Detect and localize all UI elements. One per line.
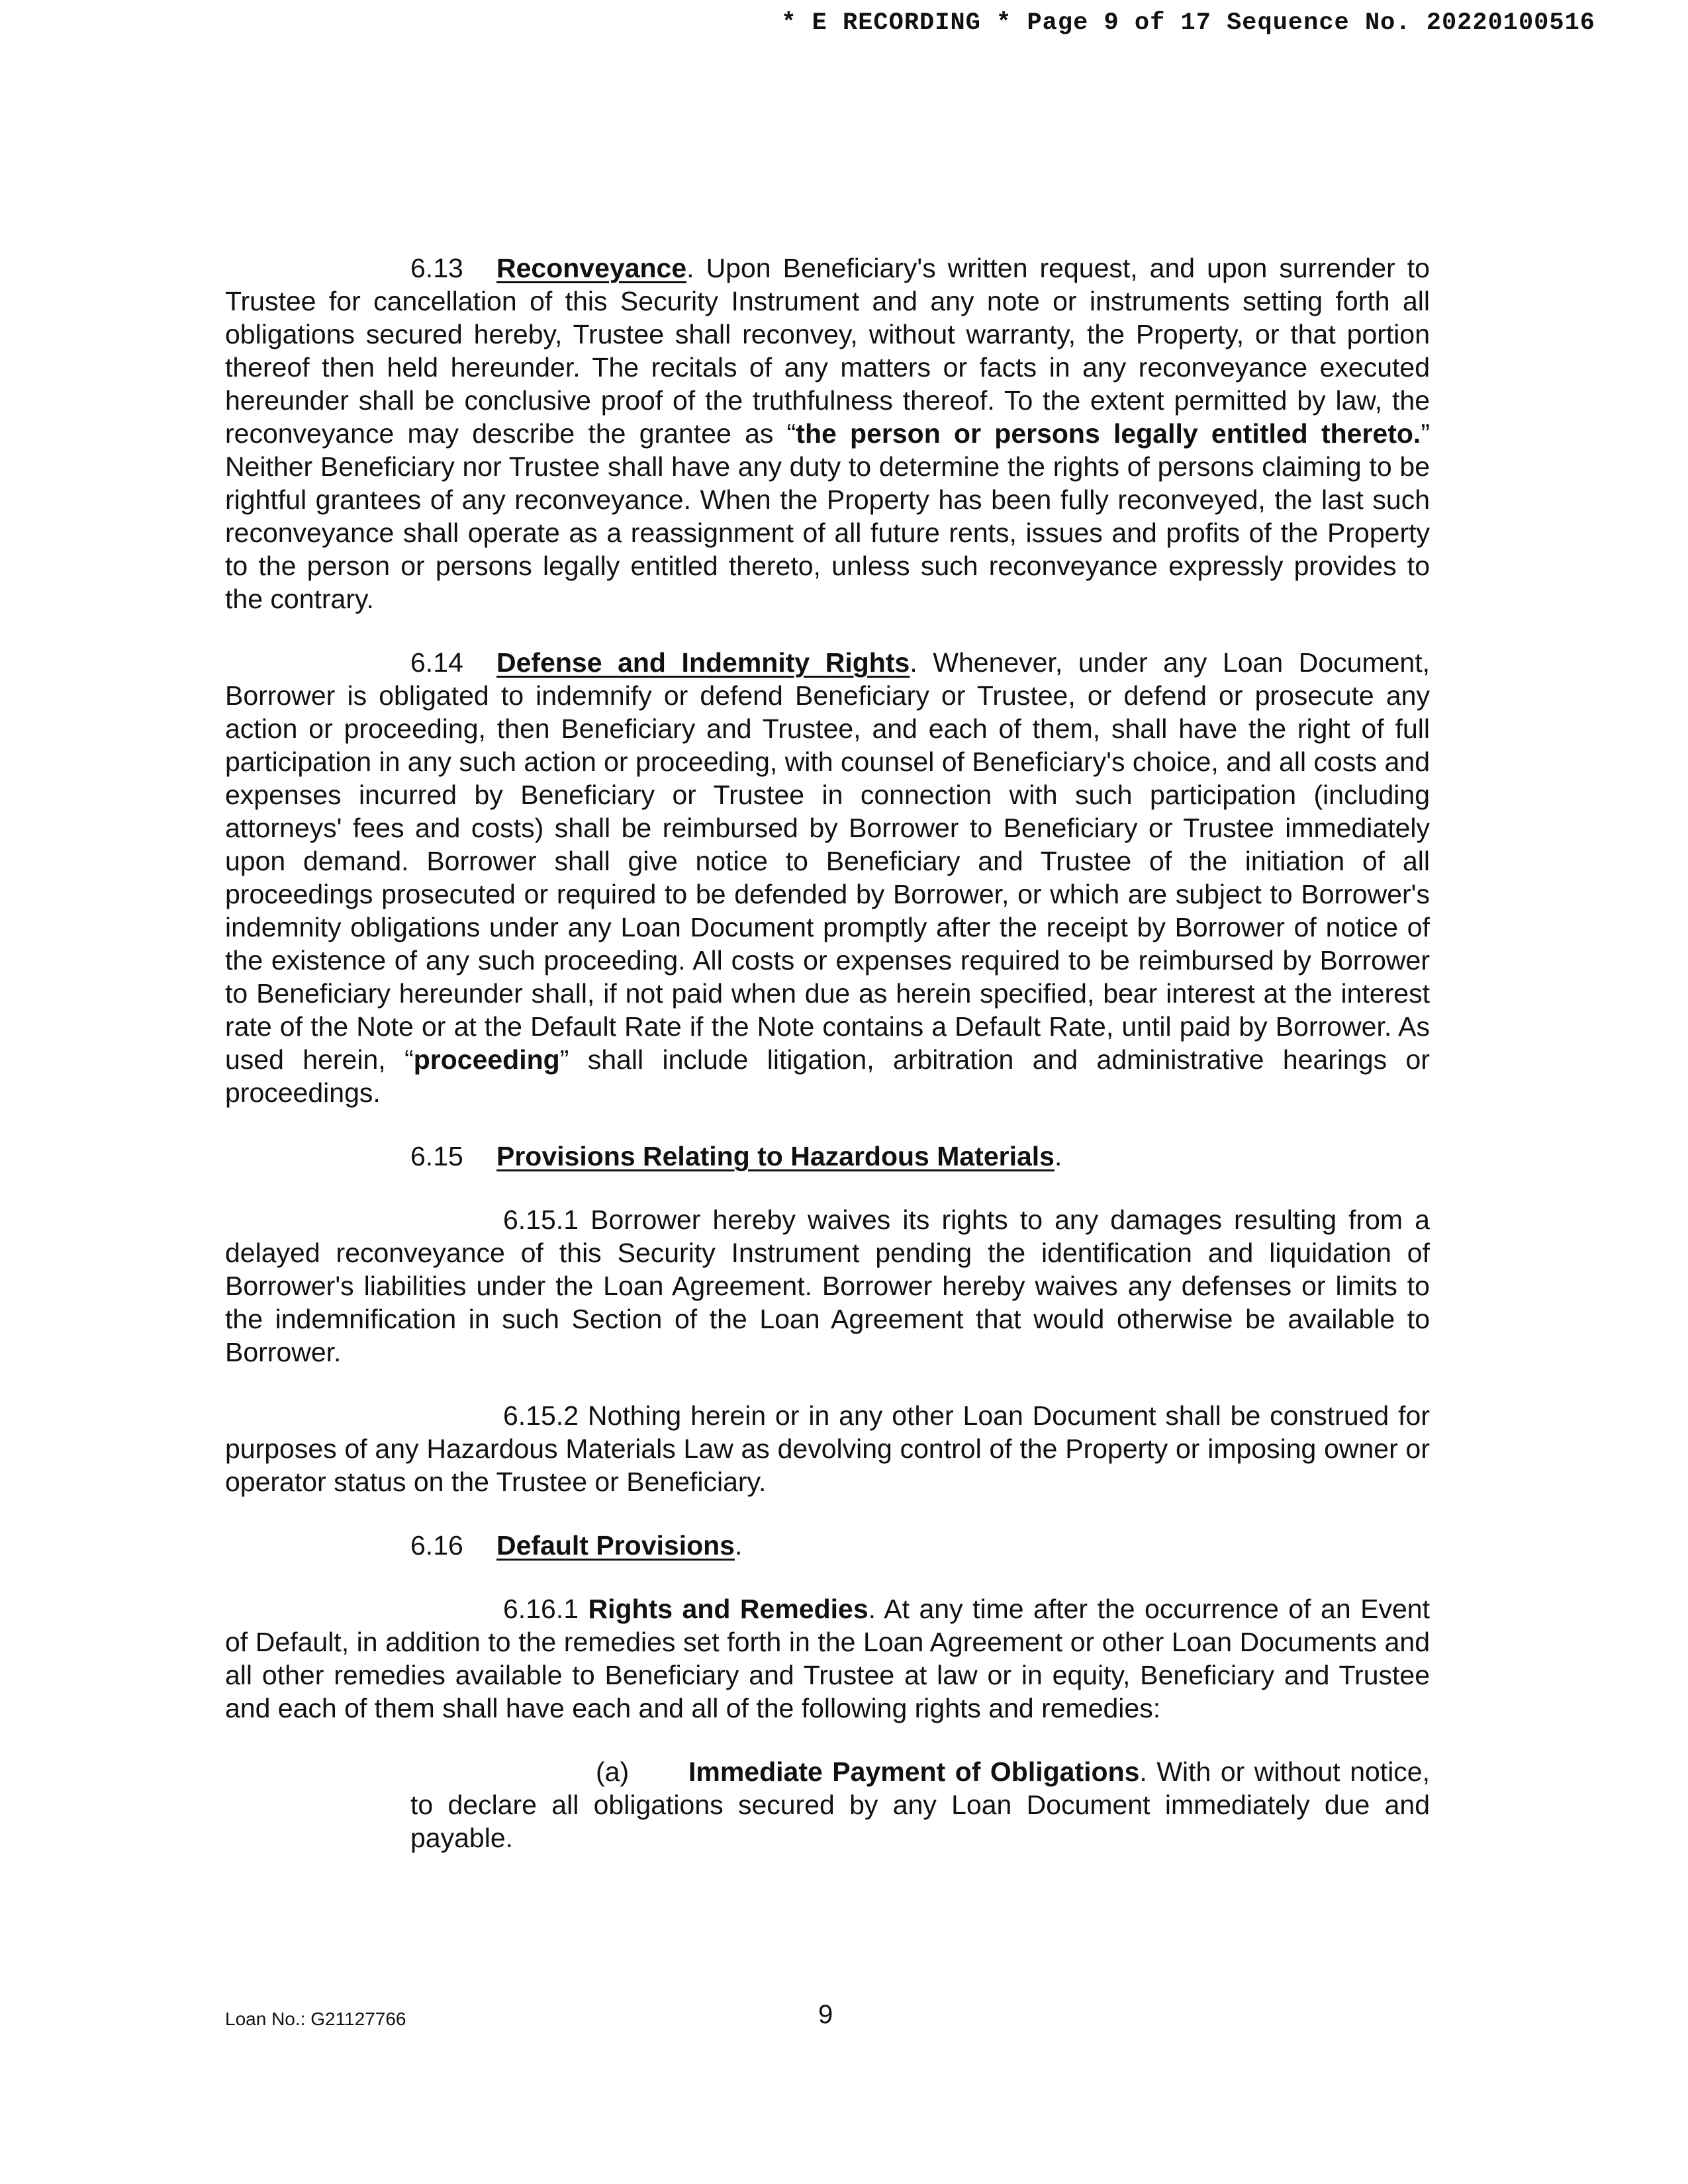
clause-title: Immediate Payment of Obligations — [688, 1756, 1140, 1787]
subsection-text: Nothing herein or in any other Loan Document shall be construed for purposes of any Hazardous Materials Law as devolving control of the Property or imposing owner or operator status on the Trustee or Beneficiary. — [225, 1400, 1430, 1497]
section-6-16-1 — [225, 1592, 1430, 1725]
recording-stamp: * E RECORDING * Page 9 of 17 Sequence No. 20220100516 — [781, 9, 1595, 37]
subsection-number: 6.16.1 — [503, 1594, 579, 1624]
section-heading: Default Provisions — [496, 1530, 735, 1561]
heading-period: . — [1054, 1141, 1062, 1171]
section-number: 6.16 — [410, 1530, 463, 1561]
bold-term: the person or persons legally entitled thereto. — [796, 418, 1421, 449]
section-6-15-1 — [225, 1203, 1430, 1369]
section-6-14 — [225, 646, 1430, 1109]
subsection-text: . At any time after the occurrence of an Event of Default, in addition to the remedies set forth in the Loan Agreement or other Loan Documents and all other remedies available to Beneficiary and Trustee at law or in equity, Beneficiary and Trustee and each of them shall have each and all of the following rights and remedies: — [225, 1594, 1430, 1723]
section-6-16 — [410, 1529, 1430, 1562]
section-text: . Upon Beneficiary's written request, and upon surrender to Trustee for cancellation of this Security Instrument and any note or instruments setting forth all obligations secured hereby, Trustee shall reconvey, without warranty, the Property, or that portion thereof then held hereunder. The recitals of any matters or facts in any reconveyance executed hereunder shall be conclusive proof of the truthfulness thereof. To the extent permitted by law, the reconveyance may describe the grantee as “ — [225, 253, 1430, 449]
section-text-continued: ” shall include litigation, arbitration and administrative hearings or proceedings. — [225, 1044, 1430, 1108]
subsection-number: 6.15.1 — [503, 1205, 579, 1235]
document-body — [225, 251, 1430, 1885]
section-heading: Defense and Indemnity Rights — [496, 647, 910, 678]
subsection-title: Rights and Remedies — [588, 1594, 868, 1624]
section-text: . Whenever, under any Loan Document, Borrower is obligated to indemnify or defend Beneficiary or Trustee, or defend or prosecute any action or proceeding, then Beneficiary and Trustee, and each of them, shall have the right of full participation in any such action or proceeding, with counsel of Beneficiary's choice, and all costs and expenses incurred by Beneficiary or Trustee in connection with such participation (including attorneys' fees and costs) shall be reimbursed by Borrower to Beneficiary or Trustee immediately upon demand. Borrower shall give notice to Beneficiary and Trustee of the initiation of all proceedings prosecuted or required to be defended by Borrower, or which are subject to Borrower's indemnity obligations under any Loan Document promptly after the receipt by Borrower of notice of the existence of any such proceeding. All costs or expenses required to be reimbursed by Borrower to Beneficiary hereunder shall, if not paid when due as herein specified, bear interest at the interest rate of the Note or at the Default Rate if the Note contains a Default Rate, until paid by Borrower. As used herein, “ — [225, 647, 1430, 1075]
subsection-text: Borrower hereby waives its rights to any damages resulting from a delayed reconveyance of this Security Instrument pending the identification and liquidation of Borrower's liabilities under the Loan Agreement. Borrower hereby waives any defenses or limits to the indemnification in such Section of the Loan Agreement that would otherwise be available to Borrower. — [225, 1205, 1430, 1367]
section-6-15-2 — [225, 1399, 1430, 1498]
section-heading: Reconveyance — [496, 253, 687, 283]
loan-number: Loan No.: G21127766 — [225, 2009, 406, 2029]
section-6-13 — [225, 251, 1430, 615]
subsection-number: 6.15.2 — [503, 1400, 579, 1431]
page-number: 9 — [818, 2000, 833, 2029]
clause-label: (a) — [596, 1756, 630, 1787]
section-number: 6.15 — [410, 1141, 463, 1171]
section-text-continued: ” Neither Beneficiary nor Trustee shall have any duty to determine the rights of persons claiming to be rightful grantees of any reconveyance. When the Property has been fully reconveyed, the last such reconveyance shall operate as a reassignment of all future rents, issues and profits of the Property to the person or persons legally entitled thereto, unless such reconveyance expressly provides to the contrary. — [225, 418, 1430, 614]
subsection-a — [410, 1755, 1430, 1854]
section-number: 6.14 — [410, 647, 463, 678]
heading-period: . — [734, 1530, 743, 1561]
bold-term: proceeding — [413, 1044, 560, 1075]
clause-text: . With or without notice, to declare all obligations secured by any Loan Document immediately due and payable. — [410, 1756, 1430, 1853]
section-number: 6.13 — [410, 253, 463, 283]
section-6-15 — [410, 1140, 1430, 1173]
section-heading: Provisions Relating to Hazardous Materials — [496, 1141, 1055, 1171]
